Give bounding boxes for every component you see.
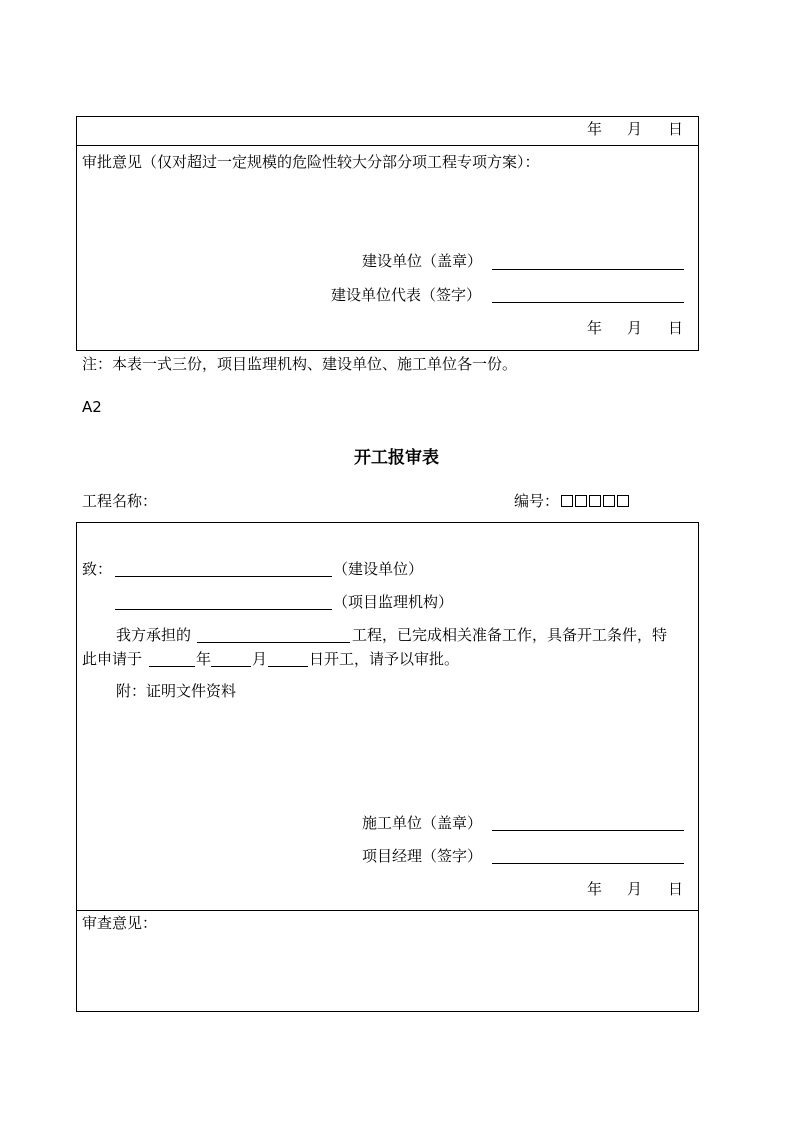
owner-name-line[interactable] (115, 576, 332, 577)
to-supervisor-suffix: （项目监理机构） (333, 593, 454, 611)
pm-sign-line[interactable] (492, 863, 684, 864)
project-line[interactable] (197, 642, 350, 643)
top-form-divider (77, 145, 698, 146)
start-day-line[interactable] (268, 666, 308, 667)
form-number-label: 编号： (514, 492, 560, 510)
start-month-line[interactable] (211, 666, 251, 667)
para-line2-a: 此申请于 (82, 650, 143, 668)
number-box[interactable] (575, 495, 587, 507)
to-label: 致： (82, 560, 113, 578)
copies-note: 注：本表一式三份，项目监理机构、建设单位、施工单位各一份。 (82, 355, 518, 373)
para-text-2: 工程，已完成相关准备工作，具备开工条件，特 (352, 626, 668, 644)
form-date-year: 年 (587, 880, 603, 898)
top-bottom-date-year: 年 (587, 319, 603, 337)
number-box[interactable] (603, 495, 615, 507)
owner-rep-label: 建设单位代表（签字） (331, 286, 482, 304)
para-text-1: 我方承担的 (116, 626, 192, 644)
top-bottom-date-day: 日 (668, 319, 684, 337)
top-date-month: 月 (627, 120, 643, 138)
number-box[interactable] (589, 495, 601, 507)
top-bottom-date-month: 月 (627, 319, 643, 337)
to-owner-suffix: （建设单位） (333, 560, 424, 578)
form-code: A2 (82, 398, 102, 416)
project-name-label: 工程名称： (82, 492, 158, 510)
contractor-seal-line[interactable] (492, 830, 684, 831)
form-date-month: 月 (627, 880, 643, 898)
start-year-line[interactable] (149, 666, 195, 667)
top-date-year: 年 (587, 120, 603, 138)
number-box[interactable] (561, 495, 573, 507)
approval-opinion-label: 审批意见（仅对超过一定规模的危险性较大分部分项工程专项方案）： (82, 153, 540, 171)
pm-sign-label: 项目经理（签字） (362, 847, 483, 865)
owner-rep-line[interactable] (492, 302, 684, 303)
form-title: 开工报审表 (354, 448, 439, 468)
form-number (514, 492, 629, 510)
form-date-day: 日 (668, 880, 684, 898)
para-line2-month: 月 (252, 650, 268, 668)
number-box[interactable] (617, 495, 629, 507)
attachment-label: 附：证明文件资料 (116, 682, 237, 700)
owner-seal-line[interactable] (492, 269, 684, 270)
para-line2-day: 日开工，请予以审批。 (309, 650, 460, 668)
review-opinion-label: 审查意见： (82, 914, 158, 932)
top-form-box (76, 116, 699, 351)
supervisor-name-line[interactable] (115, 609, 332, 610)
owner-seal-label: 建设单位（盖章） (362, 252, 483, 270)
review-divider (77, 910, 698, 911)
top-date-day: 日 (668, 120, 684, 138)
contractor-seal-label: 施工单位（盖章） (362, 814, 483, 832)
para-line2-year: 年 (196, 650, 212, 668)
